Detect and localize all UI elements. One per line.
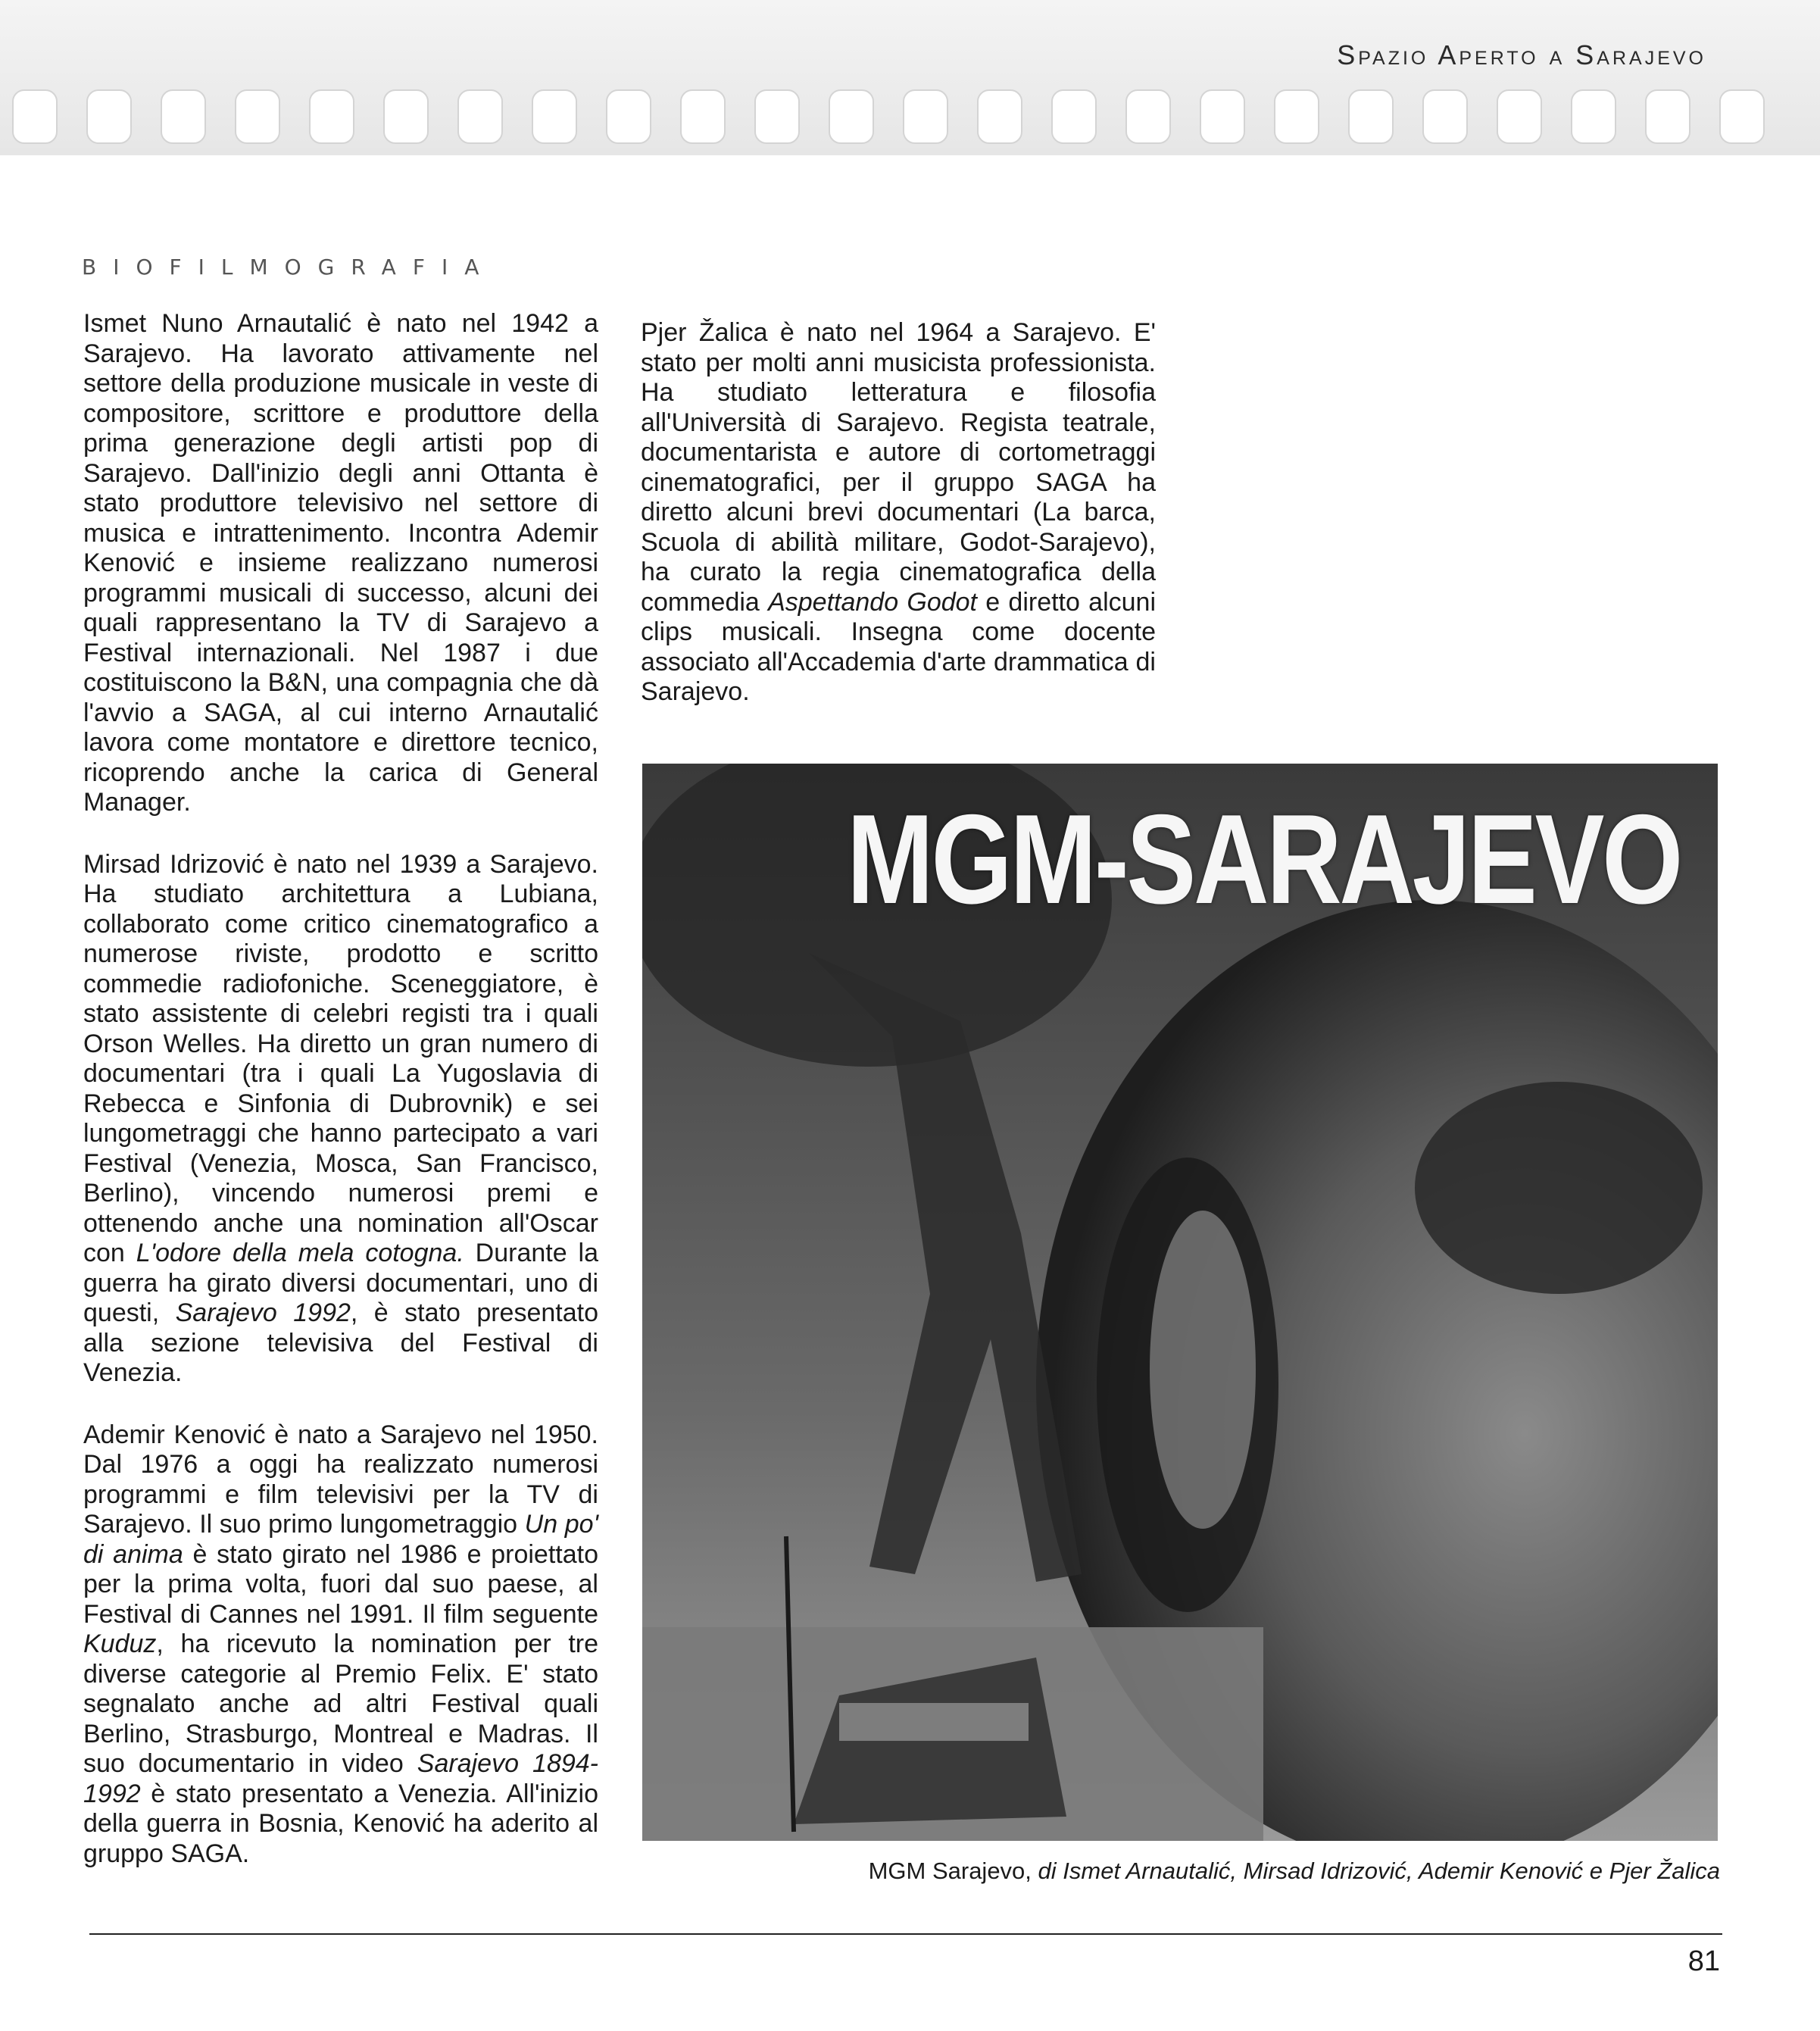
bio-text: è stato presentato a Venezia. All'inizio della guerra in Bosnia, Kenović ha aderito al gruppo SAGA. [83, 1779, 598, 1868]
bio-text: , è stato presentato alla sezione televisiva del Festival di Venezia. [83, 1298, 598, 1387]
film-sprocket-hole [1200, 89, 1245, 144]
bio-arnautalic: Ismet Nuno Arnautalić è nato nel 1942 a Sarajevo. Ha lavorato attivamente nel settore della produzione musicale in veste di compositore, scrittore e produttore della prima generazione degli artisti pop di Sarajevo. Dall'inizio degli anni Ottanta è stato produttore televisivo nel settore di musica e intrattenimento. Incontra Ademir Kenović e insieme realizzano numerosi programmi musicali di successo, alcuni dei quali rappresentano la TV di Sarajevo a Festival internazionali. Nel 1987 i due costituiscono la B&N, una compagnia che dà l'avvio a SAGA, al cui interno Arnautalić lavora come montatore e direttore tecnico, ricoprendo anche la carica di General Manager. [83, 309, 598, 817]
bio-text: Mirsad Idrizović è nato nel 1939 a Sarajevo. Ha studiato architettura a Lubiana, collaborato come critico cinematografico a numerose riviste, prodotto e scritto commedie radiofoniche. Sceneggiatore, è stato assistente di celebri registi tra i quali Orson Welles. Ha diretto un gran numero di documentari (tra i quali La Yugoslavia di Rebecca e Sinfonia di Dubrovnik) e sei lungometraggi che hanno partecipato a vari Festival (Venezia, Mosca, San Francisco, Berlino), vincendo numerosi premi e ottenendo anche una nomination all'Oscar con [83, 849, 598, 1267]
film-sprocket-hole [457, 89, 503, 144]
film-sprocket-hole [680, 89, 726, 144]
bio-kenovic [83, 1420, 598, 1870]
bio-text: è stato girato nel 1986 e proiettato per la prima volta, fuori dal suo paese, al Festival di Cannes nel 1991. Il film seguente [83, 1539, 598, 1629]
film-strip-sprockets [0, 89, 1820, 150]
film-sprocket-hole [903, 89, 948, 144]
bio-idrizovic [83, 850, 598, 1389]
film-sprocket-hole [606, 89, 651, 144]
film-title: Kuduz [83, 1629, 157, 1658]
caption-film-title: MGM Sarajevo, [868, 1858, 1032, 1884]
film-title: L'odore della mela cotogna. [136, 1239, 464, 1267]
film-sprocket-hole [1125, 89, 1171, 144]
eye-shadow [1415, 1082, 1703, 1294]
film-title: Un po' di anima [83, 1510, 599, 1569]
film-title: Aspettando Godot [768, 587, 977, 617]
bio-text: , ha ricevuto la nomination per tre diverse categorie al Premio Felix. E' stato segnalato anche ad altri Festival quali Berlino, Strasburgo, Montreal e Madras. Il suo documentario in video [83, 1629, 598, 1778]
bio-text: Durante la guerra ha girato diversi documentari, uno di questi, [83, 1239, 599, 1327]
film-sprocket-hole [12, 89, 58, 144]
running-title: Spazio Aperto a Sarajevo [1337, 39, 1706, 70]
film-sprocket-hole [161, 89, 206, 144]
film-sprocket-hole [1051, 89, 1097, 144]
film-sprocket-hole [1645, 89, 1690, 144]
film-sprocket-hole [383, 89, 429, 144]
film-sprocket-hole [977, 89, 1022, 144]
film-sprocket-hole [1497, 89, 1542, 144]
bio-text: Pjer Žalica è nato nel 1964 a Sarajevo. E' stato per molti anni musicista professionista. Ha studiato letteratura e filosofia all'Università di Sarajevo. Regista teatrale, documentarista e autore di cortometraggi cinematografici, per il gruppo SAGA ha diretto alcuni brevi documentari (La barca, Scuola di abilità militare, Godot-Sarajevo), ha curato la regia cinematografica della commedia [641, 318, 1156, 617]
film-sprocket-hole [86, 89, 132, 144]
film-sprocket-hole [754, 89, 800, 144]
ear-highlight [1150, 1211, 1256, 1529]
bio-text: e diretto alcuni clips musicali. Insegna come docente associato all'Accademia d'arte drammatica di Sarajevo. [641, 587, 1156, 706]
film-sprocket-hole [1422, 89, 1468, 144]
film-sprocket-hole [829, 89, 874, 144]
film-title: Sarajevo 1992 [175, 1298, 351, 1327]
tram-windows [839, 1703, 1029, 1741]
caption-credits: di Ismet Arnautalić, Mirsad Idrizović, Ademir Kenović e Pjer Žalica [1038, 1858, 1720, 1884]
right-column [641, 318, 1156, 708]
bio-text: Ademir Kenović è nato a Sarajevo nel 1950. Dal 1976 a oggi ha realizzato numerosi programmi e film televisivi per la TV di Sarajevo. Il suo primo lungometraggio [83, 1420, 598, 1539]
bio-zalica [641, 318, 1156, 708]
page-number: 81 [1687, 1945, 1720, 1977]
header-band [0, 0, 1820, 155]
film-sprocket-hole [1571, 89, 1616, 144]
film-sprocket-hole [309, 89, 354, 144]
film-sprocket-hole [532, 89, 577, 144]
photo-title-overlay: MGM-SARAJEVO [847, 788, 1681, 930]
film-still-photo [642, 764, 1718, 1841]
film-sprocket-hole [235, 89, 280, 144]
photo-caption [869, 1858, 1720, 1885]
film-title: Sarajevo 1894-1992 [83, 1749, 598, 1808]
film-sprocket-hole [1274, 89, 1319, 144]
film-sprocket-hole [1719, 89, 1765, 144]
film-sprocket-hole [1348, 89, 1394, 144]
section-label: BIOFILMOGRAFIA [82, 255, 496, 280]
left-column [83, 309, 598, 1869]
footer-rule [89, 1933, 1722, 1935]
